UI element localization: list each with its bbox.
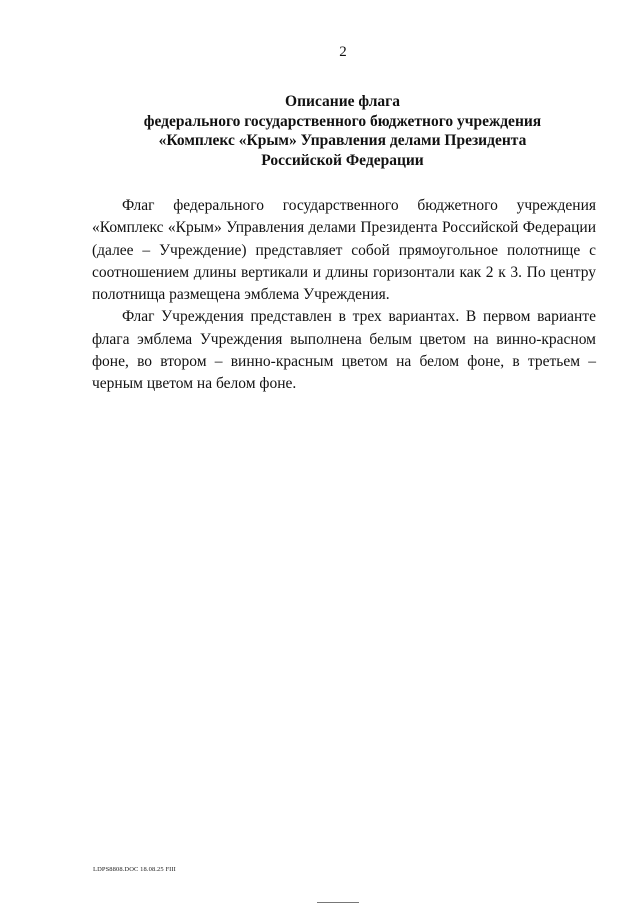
body-text xyxy=(92,195,596,396)
paragraph: Флаг федерального государственного бюджетного учреждения «Комплекс «Крым» Управления делами Президента Российской Федерации (далее – Учреждение) представляет собой прямоугольное полотнище с соотношением длины вертикали и длины горизонтали как 2 к 3. По центру полотнища размещена эмблема Учреждения. xyxy=(92,197,596,304)
page-number: 2 xyxy=(339,44,347,60)
paragraph: Флаг Учреждения представлен в трех вариантах. В первом варианте флага эмблема Учреждения выполнена белым цветом на винно-красном фоне, во втором – винно-красным цветом на белом фоне, в третьем – черным цветом на белом фоне. xyxy=(92,308,596,393)
footer-file-code: LDPS8808.DOC 18.08.25 FIII xyxy=(93,866,176,873)
title-line: федерального государственного бюджетного учреждения xyxy=(143,112,542,130)
document-title xyxy=(90,92,595,170)
title-line: Российской Федерации xyxy=(261,151,424,169)
bottom-divider xyxy=(317,902,359,903)
title-line: «Комплекс «Крым» Управления делами Президента xyxy=(158,132,527,149)
title-line: Описание флага xyxy=(285,93,400,110)
